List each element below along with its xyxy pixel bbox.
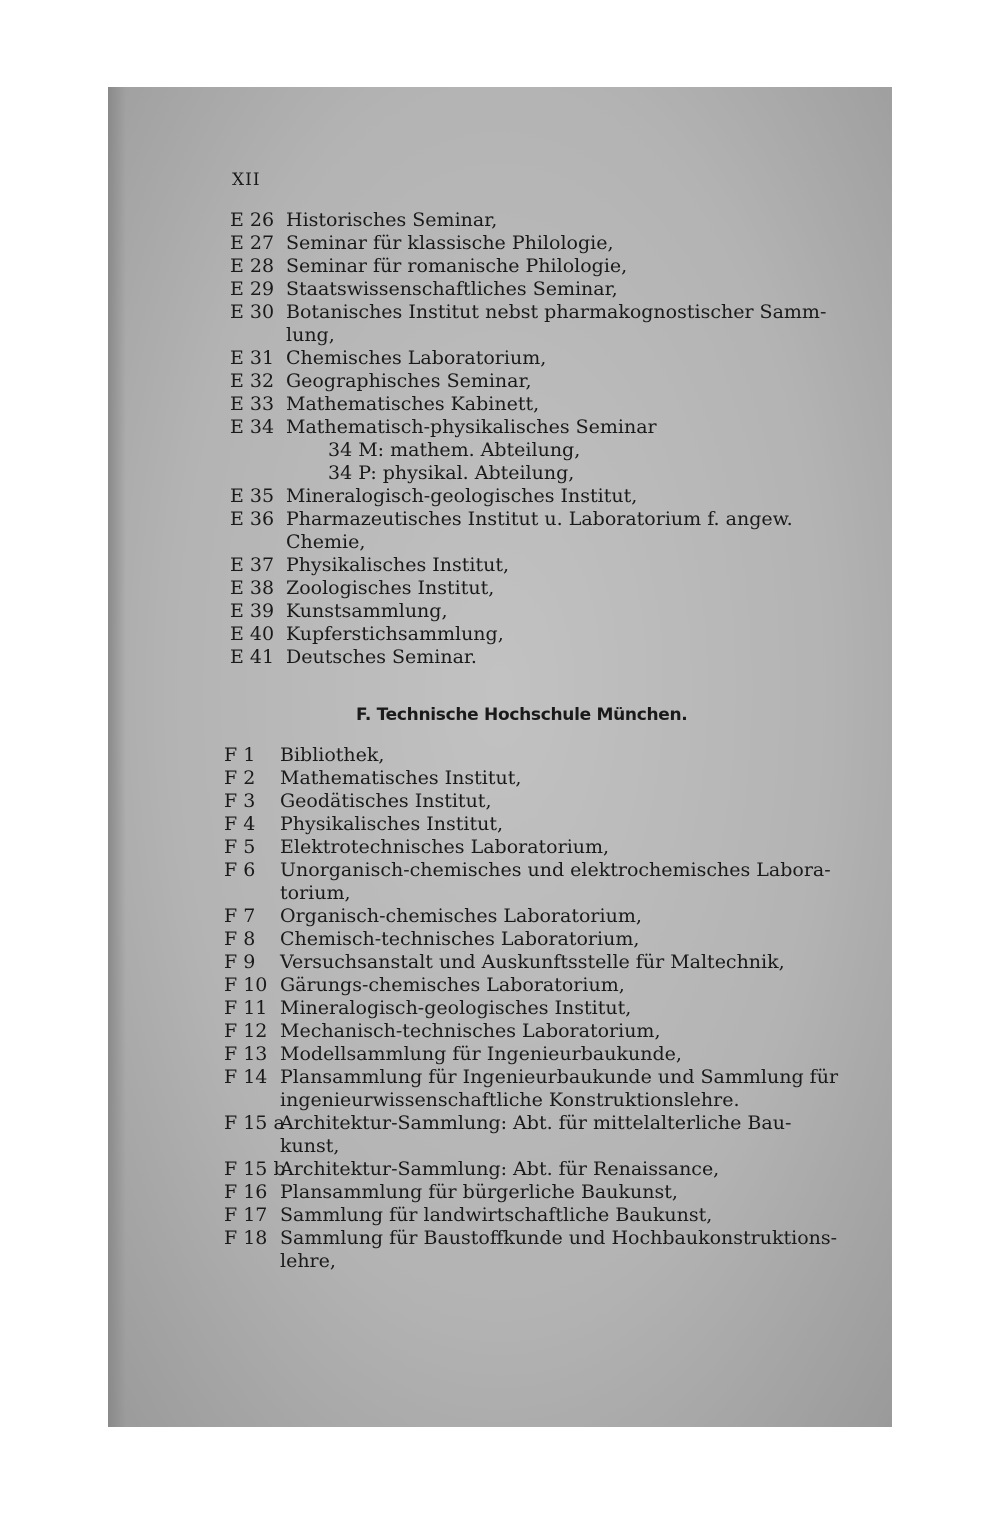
entry-code: F 17 — [224, 1204, 268, 1226]
list-item — [224, 974, 834, 997]
entry-code: E 33 — [230, 393, 275, 415]
entry-continuation: lehre, — [280, 1250, 336, 1272]
list-item — [230, 416, 840, 439]
list-item — [230, 462, 840, 485]
list-item — [224, 951, 834, 974]
entry-code: E 31 — [230, 347, 275, 369]
list-item — [224, 1066, 839, 1089]
list-item — [230, 255, 840, 278]
entry-code: E 40 — [230, 623, 275, 645]
entry-code: E 39 — [230, 600, 275, 622]
list-item — [224, 836, 834, 859]
list-item — [224, 928, 834, 951]
entry-code: E 28 — [230, 255, 275, 277]
entry-text: Chemisch-technisches Laboratorium, — [280, 928, 640, 950]
entry-text: Seminar für romanische Philologie, — [286, 255, 628, 277]
entry-code: F 3 — [224, 790, 256, 812]
entry-text: 34 M: mathem. Abteilung, — [328, 439, 581, 461]
list-item — [224, 997, 834, 1020]
entry-code: F 11 — [224, 997, 268, 1019]
entry-text: Kupferstichsammlung, — [286, 623, 504, 645]
entry-text: Sammlung für Baustoffkunde und Hochbaukonstruktions- — [280, 1227, 838, 1249]
list-item — [224, 1204, 834, 1227]
list-item — [230, 232, 840, 255]
entry-code: F 9 — [224, 951, 256, 973]
entry-text: Botanisches Institut nebst pharmakognostischer Samm- — [286, 301, 827, 323]
entry-text: Kunstsammlung, — [286, 600, 448, 622]
entry-code: E 34 — [230, 416, 275, 438]
entry-code: E 29 — [230, 278, 275, 300]
entry-code: E 32 — [230, 370, 275, 392]
list-item — [224, 744, 834, 767]
entry-text: Plansammlung für Ingenieurbaukunde und Sammlung für — [280, 1066, 839, 1088]
list-item — [224, 813, 834, 836]
list-item — [230, 370, 840, 393]
entry-text: Unorganisch-chemisches und elektrochemisches Labora- — [280, 859, 831, 881]
entry-text: Versuchsanstalt und Auskunftsstelle für Maltechnik, — [280, 951, 785, 973]
entry-text: Mineralogisch-geologisches Institut, — [286, 485, 638, 507]
entry-code: F 1 — [224, 744, 256, 766]
entry-text: Pharmazeutisches Institut u. Laboratorium f. angew. — [286, 508, 793, 530]
entry-text: Seminar für klassische Philologie, — [286, 232, 614, 254]
list-item — [224, 859, 834, 882]
entry-text: Mechanisch-technisches Laboratorium, — [280, 1020, 661, 1042]
entry-code: F 8 — [224, 928, 256, 950]
entry-code: F 13 — [224, 1043, 268, 1065]
list-item — [230, 347, 840, 370]
entry-continuation: torium, — [280, 882, 351, 904]
list-item — [224, 790, 834, 813]
list-item — [230, 485, 840, 508]
list-item — [230, 600, 840, 623]
entry-code: F 5 — [224, 836, 256, 858]
entry-code: F 18 — [224, 1227, 268, 1249]
entry-code: E 41 — [230, 646, 275, 668]
list-item — [230, 508, 840, 531]
entry-text: Organisch-chemisches Laboratorium, — [280, 905, 642, 927]
list-item — [230, 301, 840, 324]
list-item — [230, 393, 840, 416]
entry-continuation: lung, — [286, 324, 335, 346]
list-item — [230, 278, 840, 301]
entry-text: Deutsches Seminar. — [286, 646, 477, 668]
list-item — [230, 646, 840, 669]
entry-text: Zoologisches Institut, — [286, 577, 495, 599]
entry-text: Mathematisch-physikalisches Seminar — [286, 416, 657, 438]
entry-code: E 36 — [230, 508, 275, 530]
entry-code: F 10 — [224, 974, 268, 996]
entry-text: Architektur-Sammlung: Abt. für Renaissance, — [280, 1158, 720, 1180]
list-item — [224, 1043, 834, 1066]
entry-code: F 15 a — [224, 1112, 285, 1134]
entry-code: E 27 — [230, 232, 275, 254]
entry-text: 34 P: physikal. Abteilung, — [328, 462, 575, 484]
entry-text: Sammlung für landwirtschaftliche Baukunst, — [280, 1204, 713, 1226]
entry-code: F 7 — [224, 905, 256, 927]
entry-text: Physikalisches Institut, — [286, 554, 509, 576]
list-item — [224, 1227, 838, 1250]
entry-code: F 15 b — [224, 1158, 286, 1180]
entry-code: E 26 — [230, 209, 275, 231]
entry-code: F 4 — [224, 813, 256, 835]
entry-text: Mathematisches Kabinett, — [286, 393, 540, 415]
entry-code: F 16 — [224, 1181, 268, 1203]
list-item — [230, 577, 840, 600]
entry-text: Geodätisches Institut, — [280, 790, 492, 812]
page-number: XII — [232, 170, 261, 190]
entry-code: F 6 — [224, 859, 256, 881]
entry-text: Gärungs-chemisches Laboratorium, — [280, 974, 625, 996]
entry-text: Geographisches Seminar, — [286, 370, 532, 392]
entry-code: E 37 — [230, 554, 275, 576]
list-item — [230, 209, 840, 232]
entry-code: F 14 — [224, 1066, 268, 1088]
entry-text: Bibliothek, — [280, 744, 385, 766]
entry-text: Physikalisches Institut, — [280, 813, 503, 835]
list-item — [224, 1158, 834, 1181]
entry-text: Historisches Seminar, — [286, 209, 498, 231]
entry-text: Mathematisches Institut, — [280, 767, 522, 789]
list-item — [230, 439, 840, 462]
entry-code: E 38 — [230, 577, 275, 599]
entry-text: Modellsammlung für Ingenieurbaukunde, — [280, 1043, 682, 1065]
section-f-heading: F. Technische Hochschule München. — [356, 705, 688, 725]
entry-code: F 2 — [224, 767, 256, 789]
list-item — [230, 623, 840, 646]
entry-text: Chemisches Laboratorium, — [286, 347, 547, 369]
list-item — [224, 1020, 834, 1043]
entry-continuation: Chemie, — [286, 531, 366, 553]
list-item — [224, 1112, 834, 1135]
entry-text: Elektrotechnisches Laboratorium, — [280, 836, 610, 858]
list-item — [224, 1181, 834, 1204]
entry-text: Architektur-Sammlung: Abt. für mittelalterliche Bau- — [280, 1112, 792, 1134]
entry-text: Staatswissenschaftliches Seminar, — [286, 278, 618, 300]
entry-code: F 12 — [224, 1020, 268, 1042]
entry-continuation: kunst, — [280, 1135, 340, 1157]
entry-text: Plansammlung für bürgerliche Baukunst, — [280, 1181, 678, 1203]
entry-code: E 35 — [230, 485, 275, 507]
list-item — [230, 554, 840, 577]
list-item — [224, 905, 834, 928]
entry-continuation: ingenieurwissenschaftliche Konstruktionslehre. — [280, 1089, 740, 1111]
list-item — [224, 767, 834, 790]
entry-code: E 30 — [230, 301, 275, 323]
entry-text: Mineralogisch-geologisches Institut, — [280, 997, 632, 1019]
